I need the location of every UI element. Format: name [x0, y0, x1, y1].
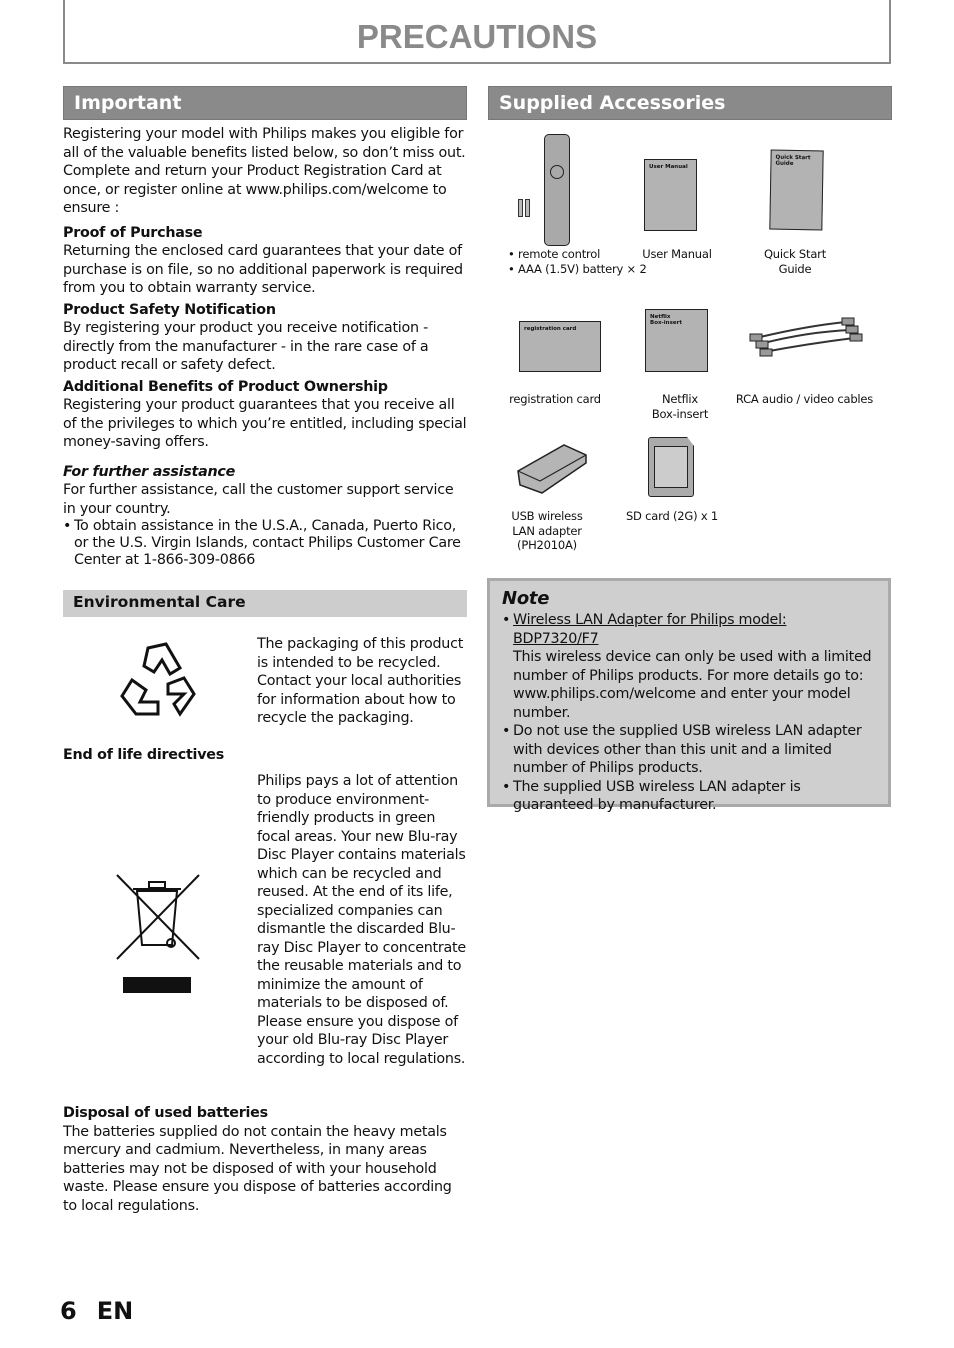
- recycle-icon: [118, 640, 198, 718]
- netflix-caption: [635, 392, 725, 421]
- eol-text: Philips pays a lot of attention to produce environment-friendly products in green focal areas. Your new Blu-ray Disc Player contains materials which can be recycled and reused. At the end of its life, specialized companies can dismantle the discarded Blu-ray Disc Player to concentrate the reusable materials and to minimize the amount of materials to be disposed of. Please ensure you dispose of your old Blu-ray Disc Player according to local regulations.: [257, 773, 466, 1067]
- note-text: This wireless device can only be used with a limited number of Philips products. For more details go to: www.philips.com/welcome and enter your model number.: [513, 649, 872, 721]
- quick-start-guide-icon: [769, 150, 823, 231]
- remote-control-icon: [544, 134, 570, 246]
- note-item: • The supplied USB wireless LAN adapter is guaranteed by manufacturer.: [502, 778, 876, 815]
- accessories-heading: Supplied Accessories: [488, 86, 892, 120]
- page-number: 6: [60, 1297, 77, 1325]
- language-label: EN: [96, 1297, 134, 1325]
- safety-text: By registering your product you receive notification - directly from the manufacturer - in the rare case of a product recall or safety defect.: [63, 320, 429, 373]
- sd-card-icon: [648, 437, 694, 497]
- usb-label: LAN adapter: [512, 523, 582, 538]
- sd-card-label: SD card (2G) x 1: [625, 509, 719, 523]
- battery-label: • AAA (1.5V) battery × 2: [508, 261, 647, 276]
- assist-text: For further assistance, call the customer support service in your country.: [63, 482, 454, 517]
- important-intro: Registering your model with Philips makes you eligible for all of the valuable benefits listed below, so don’t miss out. Complete and return your Product Registration Card at once, or register online at www.philips.com/welcome to ensure :: [63, 126, 466, 216]
- recycle-text: The packaging of this product is intended to be recycled. Contact your local authorities for information about how to recycle the packaging.: [257, 636, 464, 726]
- netflix-cover-text: Box-insert: [650, 320, 682, 326]
- proof-text: Returning the enclosed card guarantees that your date of purchase is on file, so no additional paperwork is required from you to obtain warranty service.: [63, 243, 463, 296]
- important-section: [63, 125, 467, 569]
- page-title: PRECAUTIONS: [356, 18, 598, 55]
- assist-title: For further assistance: [63, 463, 236, 480]
- remote-label: • remote control: [508, 247, 601, 261]
- batteries-text: The batteries supplied do not contain the heavy metals mercury and cadmium. Nevertheless, in many areas batteries may not be disposed of with your household waste. Please ensure you dispose of batteries according to local regulations.: [63, 1123, 452, 1214]
- usb-adapter-icon: [514, 441, 590, 497]
- battery-icon: [525, 199, 530, 217]
- assist-bullet: • To obtain assistance in the U.S.A., Canada, Puerto Rico, or the U.S. Virgin Islands, contact Philips Customer Care Center at 1-866-309-0866: [63, 518, 467, 569]
- netflix-label: Netflix: [661, 392, 699, 406]
- usb-label: USB wireless: [511, 509, 583, 523]
- user-manual-label: User Manual: [642, 247, 712, 261]
- note-item: [502, 611, 876, 722]
- page-footer: [60, 1297, 133, 1325]
- registration-card-label: registration card: [509, 392, 601, 406]
- user-manual-icon: [644, 159, 697, 231]
- benefits-title: Additional Benefits of Product Ownership: [63, 378, 388, 395]
- safety-title: Product Safety Notification: [63, 301, 276, 318]
- remote-caption: [508, 247, 647, 276]
- registration-card-icon: [519, 321, 601, 372]
- qsg-cover-text: Quick Start Guide: [775, 154, 811, 167]
- rca-cables-icon: [746, 316, 864, 360]
- environmental-heading: Environmental Care: [63, 590, 467, 617]
- benefits-text: Registering your product guarantees that you receive all of the privileges to which you’re entitled, including special money-saving offers.: [63, 397, 467, 450]
- batteries-section: [63, 1104, 467, 1215]
- qsg-caption: [750, 247, 840, 276]
- proof-title: Proof of Purchase: [63, 224, 203, 241]
- reg-card-cover-text: registration card: [524, 326, 577, 332]
- netflix-insert-icon: [645, 309, 708, 372]
- batteries-title: Disposal of used batteries: [63, 1105, 268, 1121]
- battery-icon: [518, 199, 523, 217]
- note-item: • Do not use the supplied USB wireless LAN adapter with devices other than this unit and a limited number of Philips products.: [502, 722, 876, 778]
- rca-cables-label: RCA audio / video cables: [735, 392, 874, 406]
- note-link[interactable]: Wireless LAN Adapter for Philips model: BDP7320/F7: [513, 612, 787, 647]
- usb-label: (PH2010A): [517, 538, 577, 552]
- weee-bin-icon: [115, 873, 201, 995]
- user-manual-cover-text: User Manual: [649, 164, 688, 170]
- important-heading: Important: [63, 86, 467, 120]
- netflix-label: Box-insert: [651, 406, 709, 421]
- qsg-label: Guide: [778, 261, 812, 276]
- usb-caption: [502, 509, 592, 553]
- qsg-label: Quick Start: [763, 247, 827, 261]
- netflix-cover-text: Netflix: [650, 314, 671, 320]
- note-title: Note: [502, 588, 550, 609]
- eol-title: End of life directives: [63, 747, 224, 763]
- note-box: [487, 578, 891, 813]
- page-title-box: [63, 0, 891, 64]
